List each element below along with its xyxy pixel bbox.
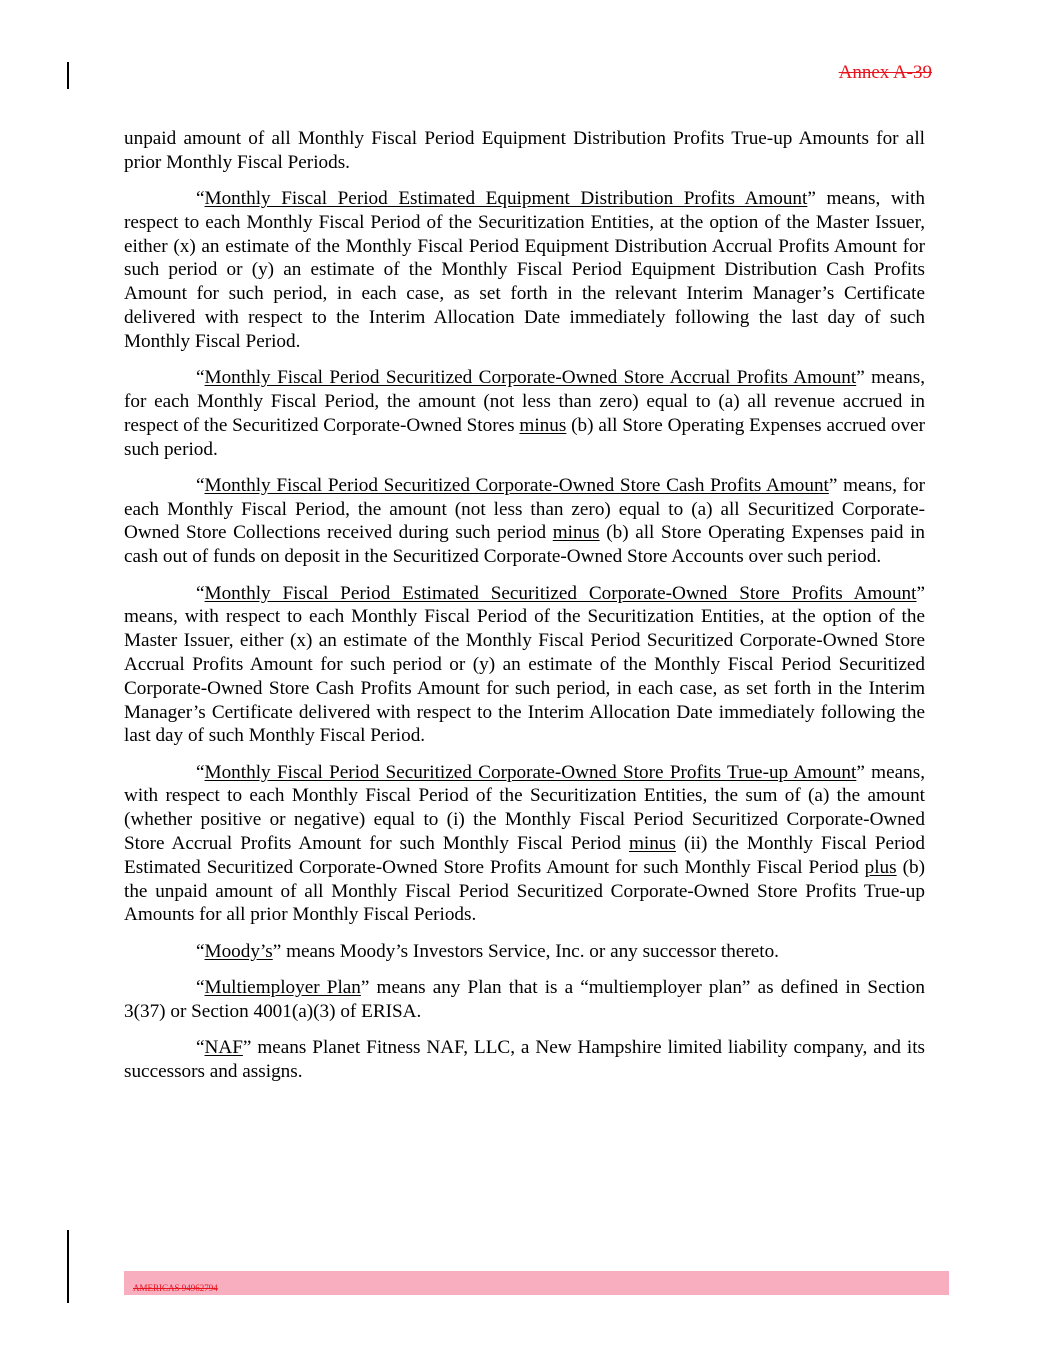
paragraph-text: ” means Moody’s Investors Service, Inc. or any successor thereto. xyxy=(272,940,779,962)
defined-term: minus xyxy=(552,522,600,544)
definition-paragraph xyxy=(124,940,925,964)
definition-paragraph xyxy=(124,127,925,175)
paragraph-text: (b) all Store Operating Expenses accrued over such period. xyxy=(124,414,925,460)
change-bar-bottom xyxy=(67,1230,69,1303)
paragraph-text: “ xyxy=(196,1037,205,1059)
paragraph-text: “ xyxy=(196,474,205,496)
paragraph-text: “ xyxy=(196,582,205,604)
footer-doc-id: AMERICAS 94962794 xyxy=(133,1283,218,1293)
paragraph-text: ” means, for each Monthly Fiscal Period, the amount (not less than zero) equal to (a) all revenue accrued in respect of the Securitized Corporate-Owned Stores xyxy=(124,367,925,436)
definition-paragraph xyxy=(124,366,925,461)
definition-paragraph xyxy=(124,1036,925,1084)
defined-term: minus xyxy=(519,414,567,436)
paragraph-text: “ xyxy=(196,977,205,998)
defined-term: plus xyxy=(864,856,897,878)
defined-term: Monthly Fiscal Period Securitized Corporate-Owned Store Profits True-up Amount xyxy=(204,761,857,783)
paragraph-text: unpaid amount of all Monthly Fiscal Period Equipment Distribution Profits True-up Amounts for all prior Monthly Fiscal Periods. xyxy=(124,128,925,173)
defined-term: Moody’s xyxy=(204,940,273,962)
defined-term: minus xyxy=(629,833,676,855)
definition-paragraph xyxy=(124,761,925,928)
paragraph-text: ” means, with respect to each Monthly Fiscal Period of the Securitization Entities, at the option of the Master Issuer, either (x) an estimate of the Monthly Fiscal Period Equipment Distribution Accrual Profits Amount for such period or (y) an estimate of the Monthly Fiscal Period Equipment Distribution Cash Profits Amount for such period, in each case, as set forth in the relevant Interim Manager’s Certificate delivered with respect to the Interim Allocation Date immediately following the last day of such Monthly Fiscal Period. xyxy=(124,188,925,352)
footer-band xyxy=(124,1271,949,1295)
paragraph-text: (b) the unpaid amount of all Monthly Fiscal Period Securitized Corporate-Owned Store Profits True-up Amounts for all prior Monthly Fiscal Periods. xyxy=(124,856,925,926)
paragraph-text: “ xyxy=(196,367,205,389)
defined-term: NAF xyxy=(204,1037,243,1059)
paragraph-text: “ xyxy=(196,761,205,783)
paragraph-text: “ xyxy=(196,188,205,210)
definition-paragraph xyxy=(124,474,925,569)
change-bar-top xyxy=(67,62,69,89)
paragraph-text: ” means, with respect to each Monthly Fiscal Period of the Securitization Entities, the sum of (a) the amount (whether positive or negative) equal to (i) the Monthly Fiscal Period Securitized Corporate-Owned Store Accrual Profits Amount for such Monthly Fiscal Period xyxy=(124,761,925,855)
paragraph-text: ” means, for each Monthly Fiscal Period, the amount (not less than zero) equal to (a) all Securitized Corporate-Owned Store Collections received during such period xyxy=(124,474,925,544)
paragraph-text: (ii) the Monthly Fiscal Period Estimated Securitized Corporate-Owned Store Profits Amount for such Monthly Fiscal Period xyxy=(124,833,925,878)
paragraph-text: (b) all Store Operating Expenses paid in cash out of funds on deposit in the Securitized Corporate-Owned Store Accounts over such period. xyxy=(124,522,925,568)
defined-term: Monthly Fiscal Period Estimated Securitized Corporate-Owned Store Profits Amount xyxy=(204,582,917,604)
defined-term: Monthly Fiscal Period Securitized Corporate-Owned Store Cash Profits Amount xyxy=(204,474,829,496)
defined-term: Multiemployer Plan xyxy=(204,977,361,998)
paragraph-text: “ xyxy=(196,940,205,962)
defined-term: Monthly Fiscal Period Securitized Corporate-Owned Store Accrual Profits Amount xyxy=(204,367,857,389)
page-label: Annex A-39 xyxy=(838,62,932,83)
defined-term: Monthly Fiscal Period Estimated Equipment Distribution Profits Amount xyxy=(204,188,808,210)
definition-paragraph xyxy=(124,976,925,1024)
paragraph-text: ” means any Plan that is a “multiemployer plan” as defined in Section 3(37) or Section 4001(a)(3) of ERISA. xyxy=(124,977,925,1022)
definition-paragraph xyxy=(124,187,925,354)
document-body xyxy=(124,127,925,1096)
paragraph-text: ” means Planet Fitness NAF, LLC, a New Hampshire limited liability company, and its successors and assigns. xyxy=(124,1037,925,1082)
definition-paragraph xyxy=(124,582,925,749)
paragraph-text: ” means, with respect to each Monthly Fiscal Period of the Securitization Entities, at the option of the Master Issuer, either (x) an estimate of the Monthly Fiscal Period Securitized Corporate-Owned Store Accrual Profits Amount for such period or (y) an estimate of the Monthly Fiscal Period Securitized Corporate-Owned Store Cash Profits Amount for such period, in each case, as set forth in the Interim Manager’s Certificate delivered with respect to the Interim Allocation Date immediately following the last day of such Monthly Fiscal Period. xyxy=(124,582,925,747)
